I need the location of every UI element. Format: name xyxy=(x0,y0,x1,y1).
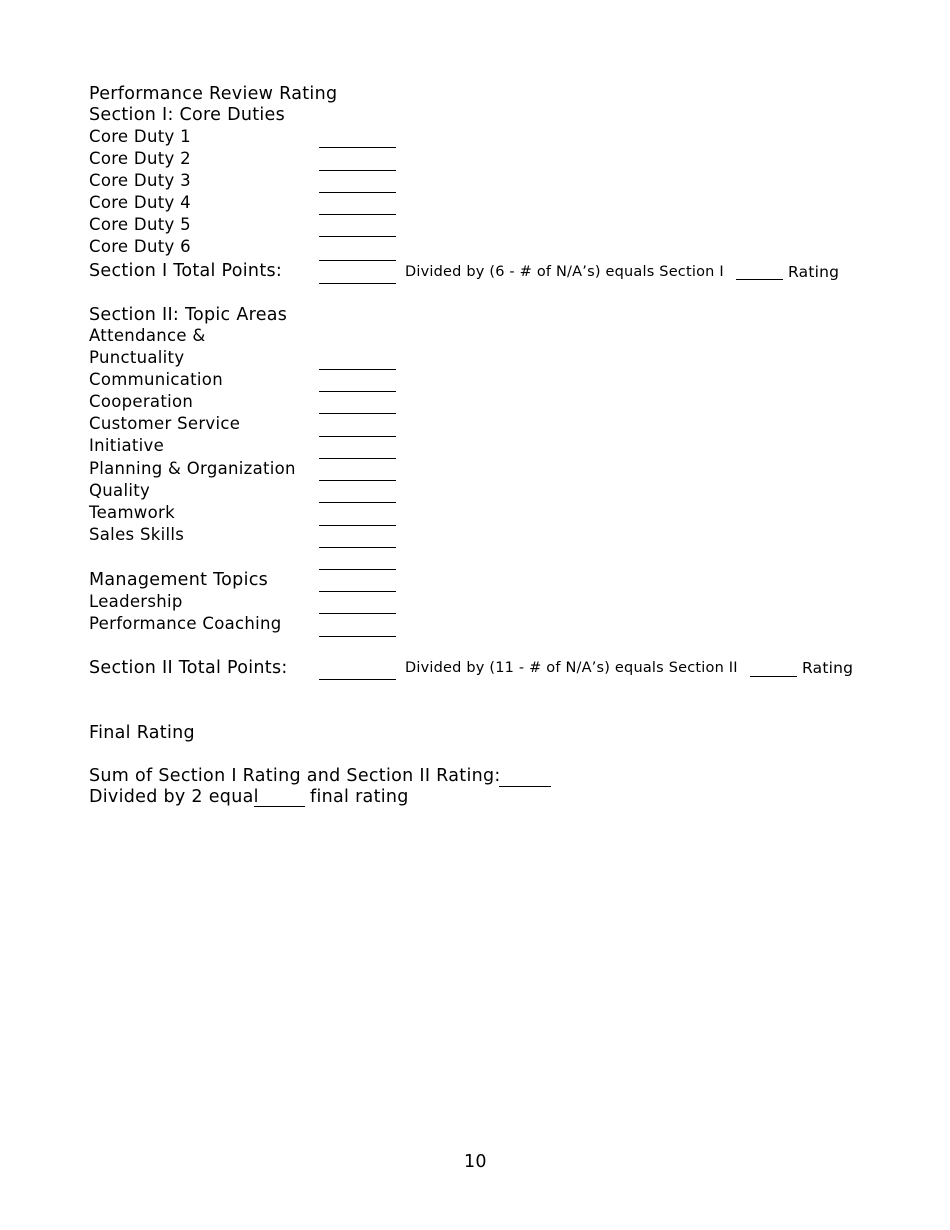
section2-total-blank[interactable] xyxy=(319,679,396,680)
topic-attendance-blank[interactable] xyxy=(319,369,396,370)
form-title: Performance Review Rating xyxy=(89,84,338,104)
topic-customer-service-label: Customer Service xyxy=(89,414,241,433)
topic-attendance-label-line1: Attendance & xyxy=(89,326,206,345)
core-duty-3-label: Core Duty 3 xyxy=(89,171,191,190)
core-duty-3-blank[interactable] xyxy=(319,192,396,193)
section2-heading: Section II: Topic Areas xyxy=(89,305,288,325)
section1-total-blank[interactable] xyxy=(319,283,396,284)
extra-blank[interactable] xyxy=(319,569,396,570)
topic-communication-blank[interactable] xyxy=(319,391,396,392)
core-duty-4-blank[interactable] xyxy=(319,214,396,215)
management-topics-heading: Management Topics xyxy=(89,570,269,590)
core-duty-5-label: Core Duty 5 xyxy=(89,215,191,234)
section1-rating-blank[interactable] xyxy=(736,279,783,280)
topic-sales-skills-label: Sales Skills xyxy=(89,525,185,544)
section1-heading: Section I: Core Duties xyxy=(89,105,286,125)
core-duty-6-label: Core Duty 6 xyxy=(89,237,191,256)
final-sum-blank[interactable] xyxy=(499,786,551,787)
topic-cooperation-blank[interactable] xyxy=(319,413,396,414)
topic-quality-label: Quality xyxy=(89,481,151,500)
topic-leadership-label: Leadership xyxy=(89,592,183,611)
section2-divide-text: Divided by (11 - # of N/A’s) equals Section II xyxy=(405,660,738,676)
section1-total-label: Section I Total Points: xyxy=(89,261,283,281)
topic-planning-blank[interactable] xyxy=(319,480,396,481)
topic-customer-service-blank[interactable] xyxy=(319,436,396,437)
management-topics-blank[interactable] xyxy=(319,591,396,592)
final-rating-word: final rating xyxy=(310,787,409,807)
final-divide-text: Divided by 2 equal xyxy=(89,787,259,807)
topic-teamwork-label: Teamwork xyxy=(89,503,175,522)
topic-cooperation-label: Cooperation xyxy=(89,392,194,411)
final-rating-heading: Final Rating xyxy=(89,723,195,743)
section2-rating-word: Rating xyxy=(802,659,854,677)
topic-attendance-label-line2: Punctuality xyxy=(89,348,185,367)
section2-rating-blank[interactable] xyxy=(750,676,797,677)
core-duty-1-label: Core Duty 1 xyxy=(89,127,191,146)
topic-sales-skills-blank[interactable] xyxy=(319,547,396,548)
final-divide-blank[interactable] xyxy=(254,806,305,807)
final-sum-text: Sum of Section I Rating and Section II Rating: xyxy=(89,766,501,786)
core-duty-2-blank[interactable] xyxy=(319,170,396,171)
topic-communication-label: Communication xyxy=(89,370,223,389)
topic-teamwork-blank[interactable] xyxy=(319,525,396,526)
topic-planning-label: Planning & Organization xyxy=(89,459,296,478)
topic-performance-coaching-label: Performance Coaching xyxy=(89,614,282,633)
topic-initiative-blank[interactable] xyxy=(319,458,396,459)
core-duty-4-label: Core Duty 4 xyxy=(89,193,191,212)
core-duty-1-blank[interactable] xyxy=(319,147,396,148)
section1-divide-text: Divided by (6 - # of N/A’s) equals Section I xyxy=(405,264,724,280)
core-duty-2-label: Core Duty 2 xyxy=(89,149,191,168)
core-duty-5-blank[interactable] xyxy=(319,236,396,237)
topic-quality-blank[interactable] xyxy=(319,502,396,503)
topic-leadership-blank[interactable] xyxy=(319,613,396,614)
topic-performance-coaching-blank[interactable] xyxy=(319,636,396,637)
section1-rating-word: Rating xyxy=(788,263,840,281)
topic-initiative-label: Initiative xyxy=(89,436,165,455)
section2-total-label: Section II Total Points: xyxy=(89,658,288,678)
page-number: 10 xyxy=(464,1152,487,1172)
core-duty-6-blank[interactable] xyxy=(319,260,396,261)
